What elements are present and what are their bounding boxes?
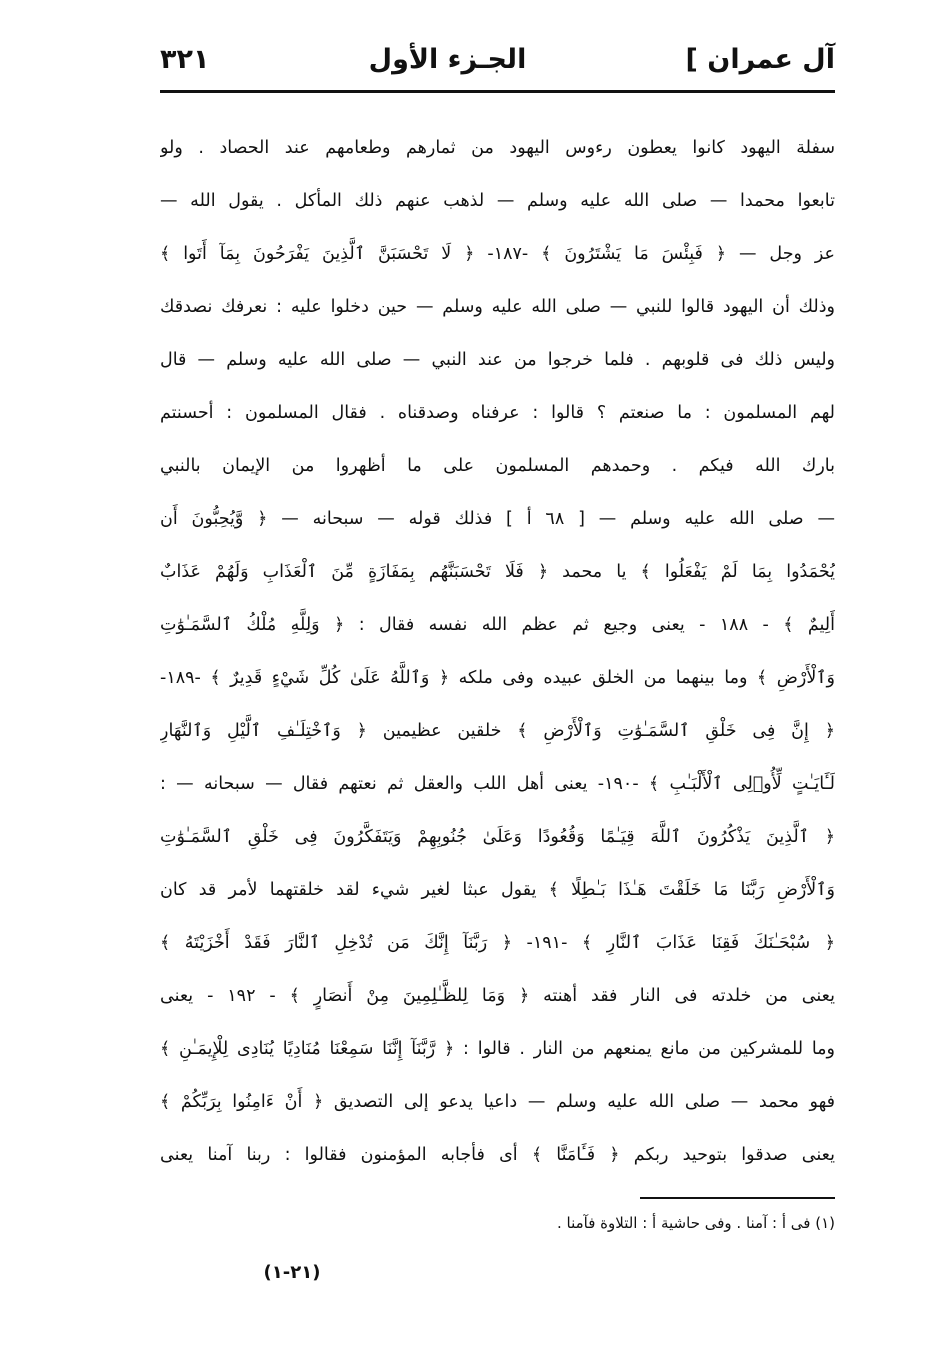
text-line: يعنى من خلدته فى النار فقد أهنته ﴿ وَمَا لِلظَّـٰلِمِينَ مِنْ أَنصَارٍ ﴾ - ١٩٢ - يعنى	[160, 986, 835, 1006]
text-line: وَٱلْأَرْضِ رَبَّنَا مَا خَلَقْتَ هَـٰذَا بَـٰطِلًا ﴾ يقول عبثا لغير شيء لقد خلقتهما لأمر قد كان	[160, 880, 835, 900]
text-line: ﴿ إِنَّ فِى خَلْقِ ٱلسَّمَـٰوَٰتِ وَٱلْأَرْضِ ﴾ خلقين عظيمين ﴿ وَٱخْتِلَـٰفِ ٱلَّيْلِ وَٱلنَّهَارِ	[160, 721, 835, 741]
text-line: ﴿ سُبْحَـٰنَكَ فَقِنَا عَذَابَ ٱلنَّارِ ﴾ -١٩١- ﴿ رَبَّنَآ إِنَّكَ مَن تُدْخِلِ ٱلنَّارَ فَقَدْ أَخْزَيْتَهُ ﴾	[160, 933, 835, 953]
text-line: يُحْمَدُوا بِمَا لَمْ يَفْعَلُوا ﴾ يا محمد ﴿ فَلَا تَحْسَبَنَّهُم بِمَفَازَةٍ مِّنَ ٱلْعَذَابِ وَلَهُمْ عَذَابٌ	[160, 562, 835, 582]
text-line: وليس ذلك فى قلوبهم . فلما خرجوا من عند النبي — صلى الله عليه وسلم — قال	[160, 350, 835, 370]
signature-mark: (٢١-١)	[263, 1262, 321, 1283]
text-line: وذلك أن اليهود قالوا للنبي — صلى الله عليه وسلم — حين دخلوا عليه : نعرفك نصدقك	[160, 297, 835, 317]
footnote-rule	[640, 1197, 835, 1199]
part-title: الجـزء الأول	[368, 43, 527, 75]
text-line: لهم المسلمون : ما صنعتم ؟ قالوا : عرفناه وصدقناه . فقال المسلمون : أحسنتم	[160, 403, 835, 423]
text-line: أَلِيمٌ ﴾ - ١٨٨ - يعنى وجيع ثم عظم الله نفسه فقال : ﴿ وَلِلَّهِ مُلْكُ ٱلسَّمَـٰوَٰتِ	[160, 615, 835, 635]
header-rule	[160, 90, 835, 93]
text-line: عز وجل — ﴿ فَبِئْسَ مَا يَشْتَرُونَ ﴾ -١٨٧- ﴿ لَا تَحْسَبَنَّ ٱلَّذِينَ يَفْرَحُونَ بِمَآ أَتَوا ﴾	[160, 244, 835, 264]
text-line: يعنى صدقوا بتوحيد ربكم ﴿ فَـَٔامَنَّا ﴾ أى فأجابه المؤمنون فقالوا : ربنا آمنا يعنى	[160, 1145, 835, 1165]
text-line: تابعوا محمدا — صلى الله عليه وسلم — لذهب عنهم ذلك المأكل . يقول الله —	[160, 191, 835, 211]
text-line: فهو محمد — صلى الله عليه وسلم — داعيا يدعو إلى التصديق ﴿ أَنْ ءَامِنُوا بِرَبِّكُمْ ﴾	[160, 1092, 835, 1112]
text-line: — صلى الله عليه وسلم — [ ٦٨ أ ] فذلك قوله — سبحانه — ﴿ وَّيُحِبُّونَ أَن	[160, 509, 835, 529]
page-number: ٣٢١	[160, 43, 210, 75]
text-line: ﴿ ٱلَّذِينَ يَذْكُرُونَ ٱللَّهَ قِيَـٰمًا وَقُعُودًا وَعَلَىٰ جُنُوبِهِمْ وَيَتَفَكَّرُونَ فِى خَلْقِ ٱلسَّمَـٰوَٰتِ	[160, 827, 835, 847]
surah-title: آل عمران ]	[685, 43, 835, 75]
text-line: بارك الله فيكم . وحمدهم المسلمون على ما أظهروا من الإيمان بالنبي	[160, 456, 835, 476]
text-line: سفلة اليهود كانوا يعطون رءوس اليهود من ثمارهم وطعامهم عند الحصاد . ولو	[160, 138, 835, 158]
text-line: لَـَٔايَـٰتٍ لِّأُو۟لِى ٱلْأَلْبَـٰبِ ﴾ -١٩٠- يعنى أهل اللب والعقل ثم نعتهم فقال — سبحانه — :	[160, 774, 835, 794]
text-line: وما للمشركين من مانع يمنعهم من النار . قالوا : ﴿ رَّبَّنَآ إِنَّنَا سَمِعْنَا مُنَادِيًا يُنَادِى لِلْإِيمَـٰنِ ﴾	[160, 1039, 835, 1059]
page-header	[160, 34, 835, 84]
text-line: وَٱلْأَرْضِ ﴾ وما بينهما من الخلق عبيده وفى ملكه ﴿ وَٱللَّهُ عَلَىٰ كُلِّ شَيْءٍ قَدِيرٌ ﴾ -١٨٩-	[160, 668, 835, 688]
body-text	[160, 122, 835, 1182]
footnote: (١) فى أ : آمنا . وفى حاشية أ : التلاوة فآمنا .	[556, 1214, 835, 1232]
